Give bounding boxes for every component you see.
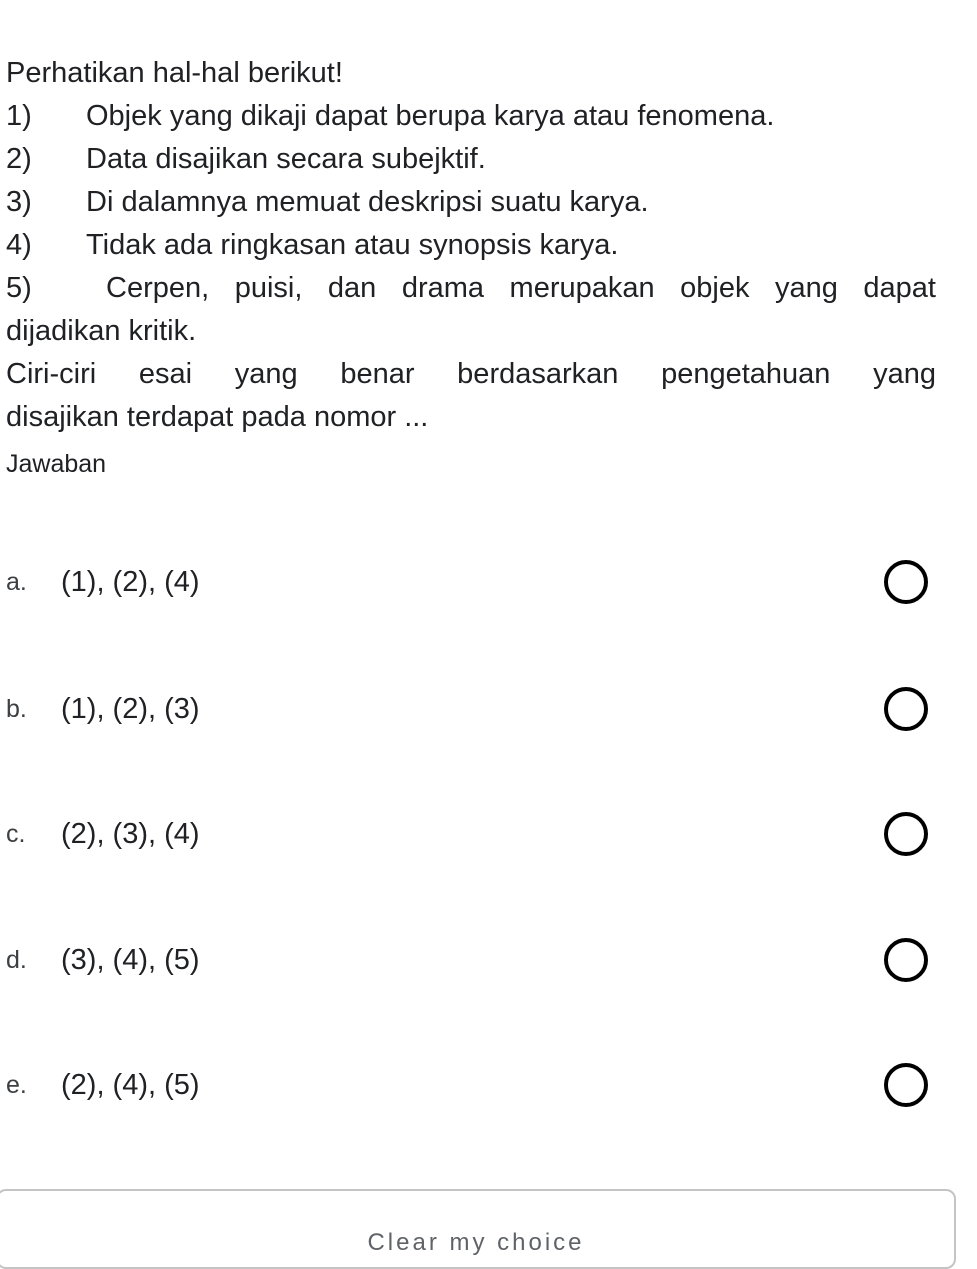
statement-item [6, 95, 936, 138]
option-c[interactable] [0, 804, 977, 864]
option-d[interactable] [0, 930, 977, 990]
radio-button[interactable] [884, 687, 928, 731]
statement-number: 3) [6, 186, 32, 218]
clear-choice-label: Clear my choice [367, 1229, 585, 1256]
option-text: (1), (2), (3) [61, 693, 200, 725]
statement-item [6, 181, 936, 224]
statement-text: Tidak ada ringkasan atau synopsis karya. [86, 229, 619, 261]
radio-button[interactable] [884, 938, 928, 982]
answer-label: Jawaban [6, 450, 107, 478]
question-text [6, 52, 936, 439]
statement-text: Data disajikan secara subejktif. [86, 143, 486, 175]
option-text: (1), (2), (4) [61, 566, 200, 598]
statement-item [6, 267, 936, 310]
question-prompt-line-1: Ciri-ciri esai yang benar berdasarkan pengetahuan yang [6, 358, 936, 390]
radio-button[interactable] [884, 560, 928, 604]
option-e[interactable] [0, 1055, 977, 1115]
option-text: (3), (4), (5) [61, 944, 200, 976]
option-text: (2), (4), (5) [61, 1069, 200, 1101]
option-letter: d. [6, 946, 27, 974]
question-prompt-line-2: disajikan terdapat pada nomor ... [6, 401, 429, 433]
option-letter: c. [6, 820, 26, 848]
statement-text: Di dalamnya memuat deskripsi suatu karya. [86, 186, 649, 218]
statement-item [6, 224, 936, 267]
clear-choice-button[interactable] [0, 1189, 956, 1269]
option-letter: e. [6, 1071, 27, 1099]
option-a[interactable] [0, 552, 977, 612]
statement-text: Objek yang dikaji dapat berupa karya atau fenomena. [86, 100, 775, 132]
option-b[interactable] [0, 679, 977, 739]
statement-number: 2) [6, 143, 32, 175]
option-letter: b. [6, 695, 27, 723]
statement-number: 5) [6, 272, 32, 304]
radio-button[interactable] [884, 812, 928, 856]
option-letter: a. [6, 568, 27, 596]
statement-number: 1) [6, 100, 32, 132]
statement-text: Cerpen, puisi, dan drama merupakan objek yang dapat [106, 272, 936, 304]
radio-button[interactable] [884, 1063, 928, 1107]
question-intro: Perhatikan hal-hal berikut! [6, 57, 343, 89]
statement-number: 4) [6, 229, 32, 261]
statement-continuation: dijadikan kritik. [6, 315, 197, 347]
statement-item [6, 138, 936, 181]
option-text: (2), (3), (4) [61, 818, 200, 850]
